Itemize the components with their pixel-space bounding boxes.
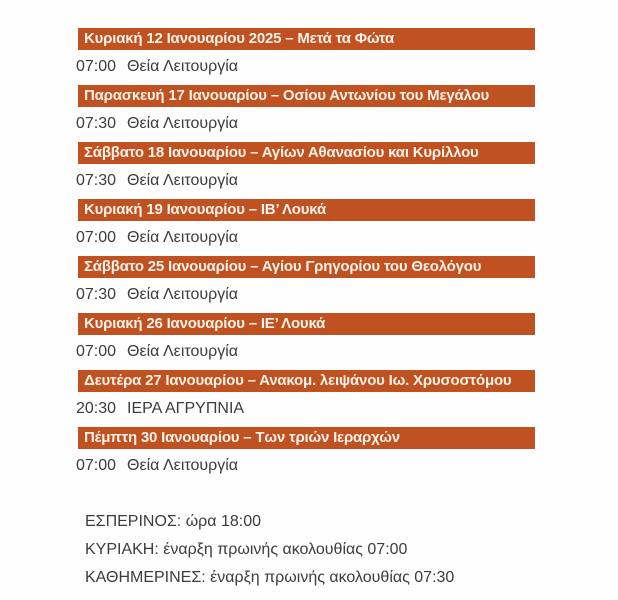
event-item bbox=[78, 85, 535, 133]
event-time-row bbox=[76, 228, 535, 247]
event-date-text: Κυριακή 26 Ιανουαρίου – ΙΕ’ Λουκά bbox=[84, 315, 326, 332]
event-service: Θεία Λειτουργία bbox=[127, 229, 239, 246]
event-service: Θεία Λειτουργία bbox=[127, 286, 239, 303]
event-date-header bbox=[78, 427, 535, 449]
event-time-row bbox=[76, 57, 535, 76]
event-date-text: Σάββατο 18 Ιανουαρίου – Αγίων Αθανασίου και Κυρίλλου bbox=[84, 144, 479, 161]
event-time-row bbox=[76, 399, 535, 418]
event-service: Θεία Λειτουργία bbox=[127, 172, 239, 189]
event-item bbox=[78, 256, 535, 304]
event-date-header bbox=[78, 256, 535, 278]
schedule-list bbox=[78, 28, 535, 475]
event-item bbox=[78, 28, 535, 76]
event-time: 07:00 bbox=[76, 343, 117, 360]
event-date-header bbox=[78, 313, 535, 335]
event-date-header bbox=[78, 199, 535, 221]
event-item bbox=[78, 313, 535, 361]
event-service: Θεία Λειτουργία bbox=[127, 115, 239, 132]
event-time: 07:00 bbox=[76, 58, 117, 75]
event-service: Θεία Λειτουργία bbox=[127, 457, 239, 474]
footer-line-weekdays: ΚΑΘΗΜΕΡΙΝΕΣ: έναρξη πρωινής ακολουθίας 07:30 bbox=[85, 569, 455, 586]
event-item bbox=[78, 427, 535, 475]
footer-line-vespers: ΕΣΠΕΡΙΝΟΣ: ώρα 18:00 bbox=[85, 513, 262, 530]
event-time-row bbox=[76, 171, 535, 190]
event-time: 20:30 bbox=[76, 400, 117, 417]
event-time: 07:30 bbox=[76, 172, 117, 189]
event-time-row bbox=[76, 456, 535, 475]
event-time: 07:00 bbox=[76, 457, 117, 474]
event-time-row bbox=[76, 285, 535, 304]
event-date-text: Παρασκευή 17 Ιανουαρίου – Οσίου Αντωνίου του Μεγάλου bbox=[84, 87, 489, 104]
event-date-header bbox=[78, 370, 535, 392]
event-service: Θεία Λειτουργία bbox=[127, 343, 239, 360]
event-date-header bbox=[78, 28, 535, 50]
event-time: 07:30 bbox=[76, 286, 117, 303]
event-date-text: Δευτέρα 27 Ιανουαρίου – Ανακομ. λειψάνου Ιω. Χρυσοστόμου bbox=[84, 372, 512, 389]
event-time-row bbox=[76, 114, 535, 133]
event-date-text: Πέμπτη 30 Ιανουαρίου – Των τριών Ιεραρχών bbox=[84, 429, 400, 446]
event-date-text: Κυριακή 12 Ιανουαρίου 2025 – Μετά τα Φώτα bbox=[84, 30, 394, 47]
footer-line-sunday: ΚΥΡΙΑΚΗ: έναρξη πρωινής ακολουθίας 07:00 bbox=[85, 541, 408, 558]
event-time: 07:00 bbox=[76, 229, 117, 246]
event-date-header bbox=[78, 142, 535, 164]
event-date-header bbox=[78, 85, 535, 107]
footer-notes bbox=[85, 508, 618, 592]
event-date-text: Κυριακή 19 Ιανουαρίου – ΙΒ’ Λουκά bbox=[84, 201, 326, 218]
event-item bbox=[78, 199, 535, 247]
event-service: ΙΕΡΑ ΑΓΡΥΠΝΙΑ bbox=[127, 400, 245, 417]
event-item bbox=[78, 370, 535, 418]
event-date-text: Σάββατο 25 Ιανουαρίου – Αγίου Γρηγορίου του Θεολόγου bbox=[84, 258, 482, 275]
event-time-row bbox=[76, 342, 535, 361]
event-item bbox=[78, 142, 535, 190]
event-time: 07:30 bbox=[76, 115, 117, 132]
event-service: Θεία Λειτουργία bbox=[127, 58, 239, 75]
